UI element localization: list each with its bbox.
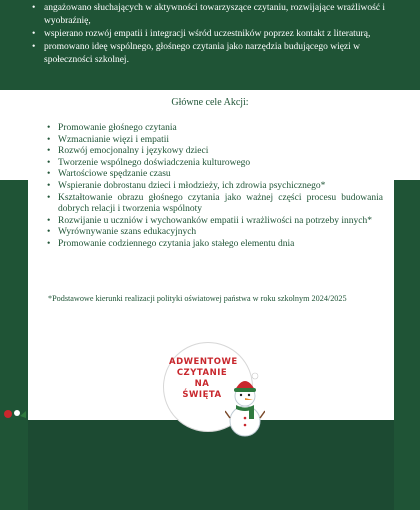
goal-item: • Rozwój emocjonalny i językowy dzieci bbox=[58, 146, 383, 158]
goal-item: • Kształtowanie obrazu głośnego czytania jako ważnej części procesu budowania dobrych relacji i tworzenia wspólnoty bbox=[58, 193, 383, 216]
intro-bullet: • angażowano słuchających w aktywności towarzyszące czytaniu, rozwijające wrażliwość i wyobraźnię, bbox=[44, 2, 392, 28]
goal-item: • Promowanie głośnego czytania bbox=[58, 123, 383, 135]
intro-bullet-list bbox=[0, 0, 420, 67]
badge-line: NA bbox=[194, 379, 210, 389]
ornament-icon bbox=[2, 408, 28, 420]
intro-bullet: • promowano ideę wspólnego, głośnego czytania jako narzędzia budującego więzi w społeczności szkolnej. bbox=[44, 41, 392, 67]
right-border bbox=[394, 180, 420, 510]
goal-item: • Promowanie codziennego czytania jako stałego elementu dnia bbox=[58, 239, 383, 251]
badge-line: ŚWIĘTA bbox=[182, 390, 222, 400]
footnote: *Podstawowe kierunki realizacji polityki oświatowej państwa w roku szkolnym 2024/2025 bbox=[48, 294, 347, 303]
advent-reading-badge bbox=[155, 340, 265, 440]
badge-line: CZYTANIE bbox=[176, 368, 228, 378]
goals-heading: Główne cele Akcji: bbox=[171, 97, 249, 108]
goal-item: • Wzmacnianie więzi i empatii bbox=[58, 135, 383, 147]
badge-line: ADWENTOWE bbox=[169, 357, 238, 367]
left-border bbox=[0, 180, 28, 510]
goal-item: • Rozwijanie u uczniów i wychowanków empatii i wrażliwości na potrzeby innych* bbox=[58, 216, 383, 228]
goals-list bbox=[58, 123, 383, 251]
content-section bbox=[0, 90, 420, 420]
goal-item: • Wartościowe spędzanie czasu bbox=[58, 169, 383, 181]
goal-item: • Wspieranie dobrostanu dzieci i młodzieży, ich zdrowia psychicznego* bbox=[58, 181, 383, 193]
intro-bullet: • wspierano rozwój empatii i integracji wśród uczestników poprzez kontakt z literaturą, bbox=[44, 28, 392, 41]
intro-section bbox=[0, 0, 420, 90]
goal-item: • Tworzenie wspólnego doświadczenia kulturowego bbox=[58, 158, 383, 170]
goal-item: • Wyrównywanie szans edukacyjnych bbox=[58, 227, 383, 239]
snowman-icon bbox=[225, 368, 265, 440]
